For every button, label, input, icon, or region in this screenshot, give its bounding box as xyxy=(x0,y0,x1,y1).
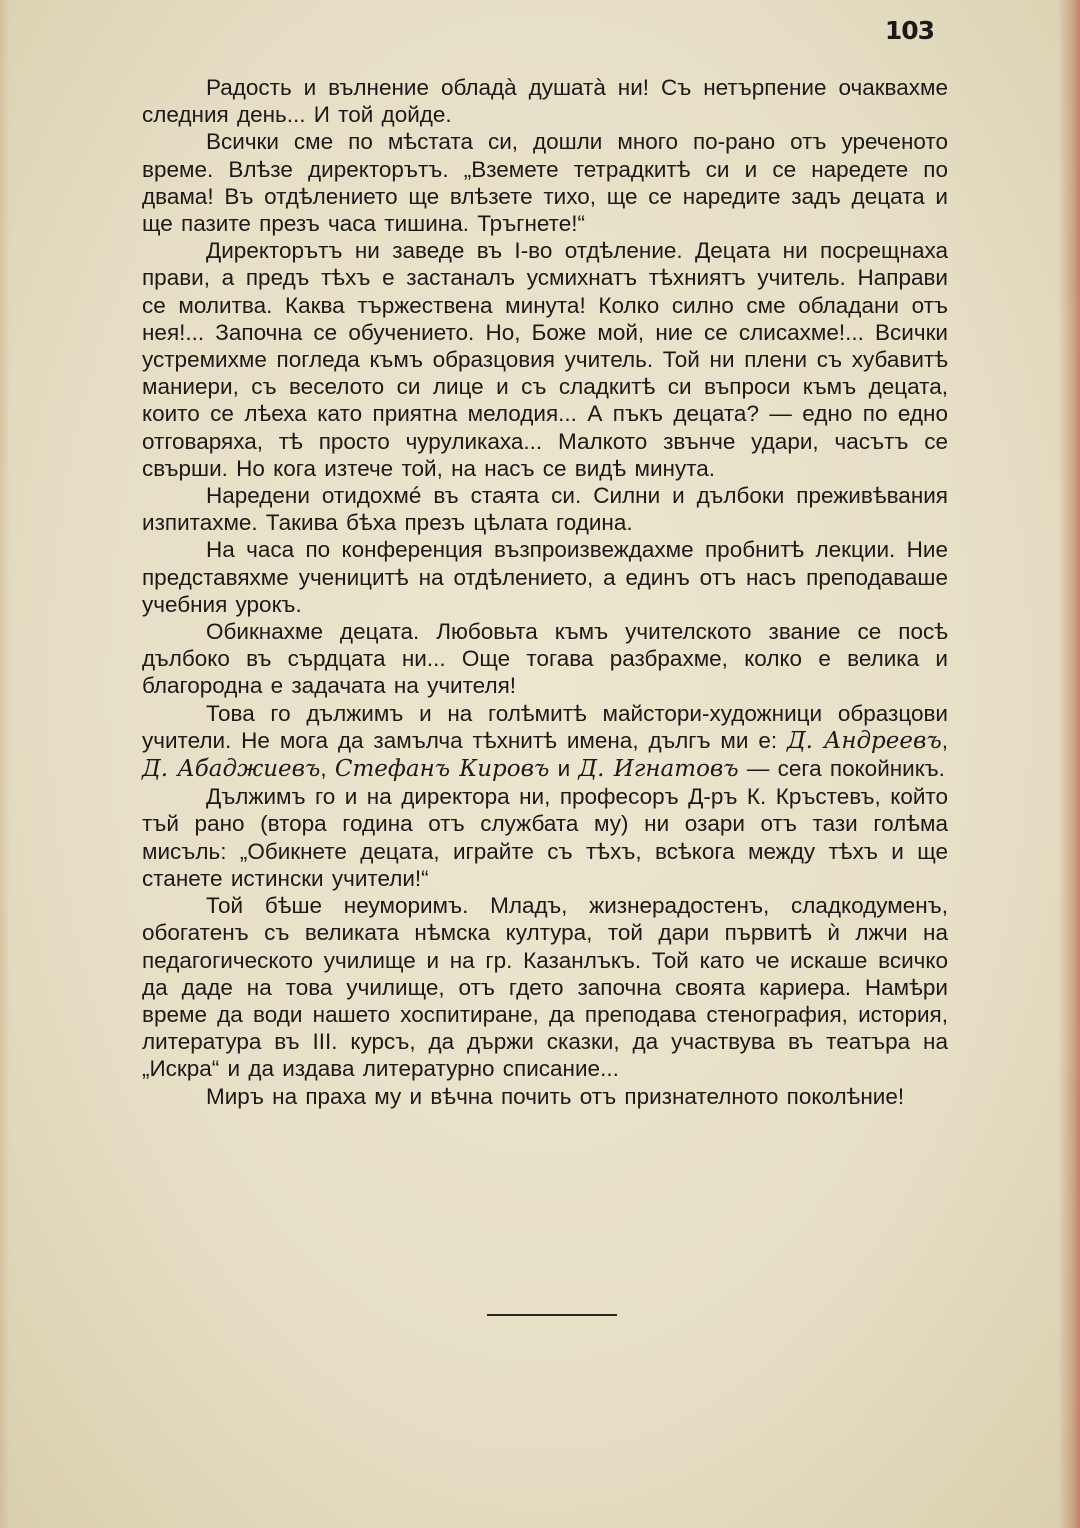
paragraph-2: Всички сме по мѣстата си, дошли много по-рано отъ уреченото време. Влѣзе директорътъ. „Вземете тетрадкитѣ си и се наредете по двама! Въ отдѣлението ще влѣзете тихо, ще се наредите задъ децата и ще пазите презъ часа тишина. Тръгнете!“ xyxy=(142,129,948,237)
paragraph-6: Обикнахме децата. Любовьта къмъ учителското звание се посѣ дълбоко въ сърдцата ни... Още тогава разбрахме, колко е велика и благородна е задачата на учителя! xyxy=(142,619,948,699)
paragraph-3: Директорътъ ни заведе въ I-во отдѣление. Децата ни посрещнаха прави, а предъ тѣхъ е застаналъ усмихнатъ тѣхниятъ учитель. Направи се молитва. Каква тържествена минута! Колко силно сме обладани отъ нея!... Започна се обучението. Но, Боже мой, ние се слисахме!... Всички устремихме погледа къмъ образцовия учитель. Той ни плени съ хубавитѣ маниери, съ веселото си лице и съ сладкитѣ си въпроси къмъ децата, които се лѣеха като приятна мелодия... А пъкъ децата? — едно по едно отговаряха, тѣ просто чуруликаха... Малкото звънче удари, часътъ се свърши. Но кога изтече той, на насъ се видѣ минута. xyxy=(142,238,948,481)
paragraph-4: Наредени отидохмé въ стаята си. Силни и дълбоки преживѣвания изпитахме. Такива бѣха презъ цѣлата година. xyxy=(142,483,948,536)
teacher-name-kirov: Стефанъ Кировъ xyxy=(334,756,550,783)
paragraph-10: Миръ на праха му и вѣчна почить отъ признателното поколѣние! xyxy=(206,1083,905,1109)
name-separator: и xyxy=(549,756,579,782)
paragraph-8: Дължимъ го и на директора ни, професоръ Д-ръ К. Кръстевъ, който тъй рано (втора година отъ службата му) ни озари отъ тази голѣма мисъль: „Обикнете децата, играйте съ тѣхъ, всѣкога между тѣхъ и ще станете истински учители!“ xyxy=(142,784,948,891)
paragraph-9: Той бѣше неуморимъ. Младъ, жизнерадостенъ, сладкодуменъ, обогатенъ съ великата нѣмска култура, той дари първитѣ ѝ лжчи на педагогическото училище и на гр. Казанлъкъ. Той като че искаше всичко да даде на това училище, отъ гдето започна своята кариера. Намѣри време да води нашето хоспитиране, да преподава стенография, история, литература въ III. курсъ, да държи сказки, да участвува въ театъра на „Искра“ и да издава литературно списание... xyxy=(142,893,948,1082)
paragraph-5: На часа по конференция възпроизвеждахме пробнитѣ лекции. Ние представяхме ученицитѣ на отдѣлението, а единъ отъ насъ преподаваше учебния урокъ. xyxy=(142,537,948,617)
page-right-edge xyxy=(1058,0,1080,1528)
paragraph-7-text-start: Това го дължимъ и на голѣмитѣ майстори-художници образцови учители. Не мога да замълча тѣхнитѣ имена, дългъ ми е: xyxy=(142,700,948,753)
paragraph-7-text-end: — сега покойникъ. xyxy=(738,756,945,782)
teacher-name-andreev: Д. Андреевъ xyxy=(786,727,942,754)
name-separator: , xyxy=(320,756,335,782)
name-separator: , xyxy=(941,727,948,753)
end-divider-line xyxy=(487,1314,617,1316)
paragraph-7 xyxy=(142,700,948,784)
teacher-name-ignatov: Д. Игнатовъ xyxy=(578,756,739,783)
page-left-edge xyxy=(0,0,10,1528)
paragraph-1: Радость и вълнение обладà душатà ни! Съ нетърпение очаквахме следния день... И той дойде. xyxy=(142,75,948,128)
body-text xyxy=(142,74,948,1110)
page-number: 103 xyxy=(884,16,934,45)
teacher-name-abadzhiev: Д. Абаджиевъ xyxy=(142,756,321,783)
